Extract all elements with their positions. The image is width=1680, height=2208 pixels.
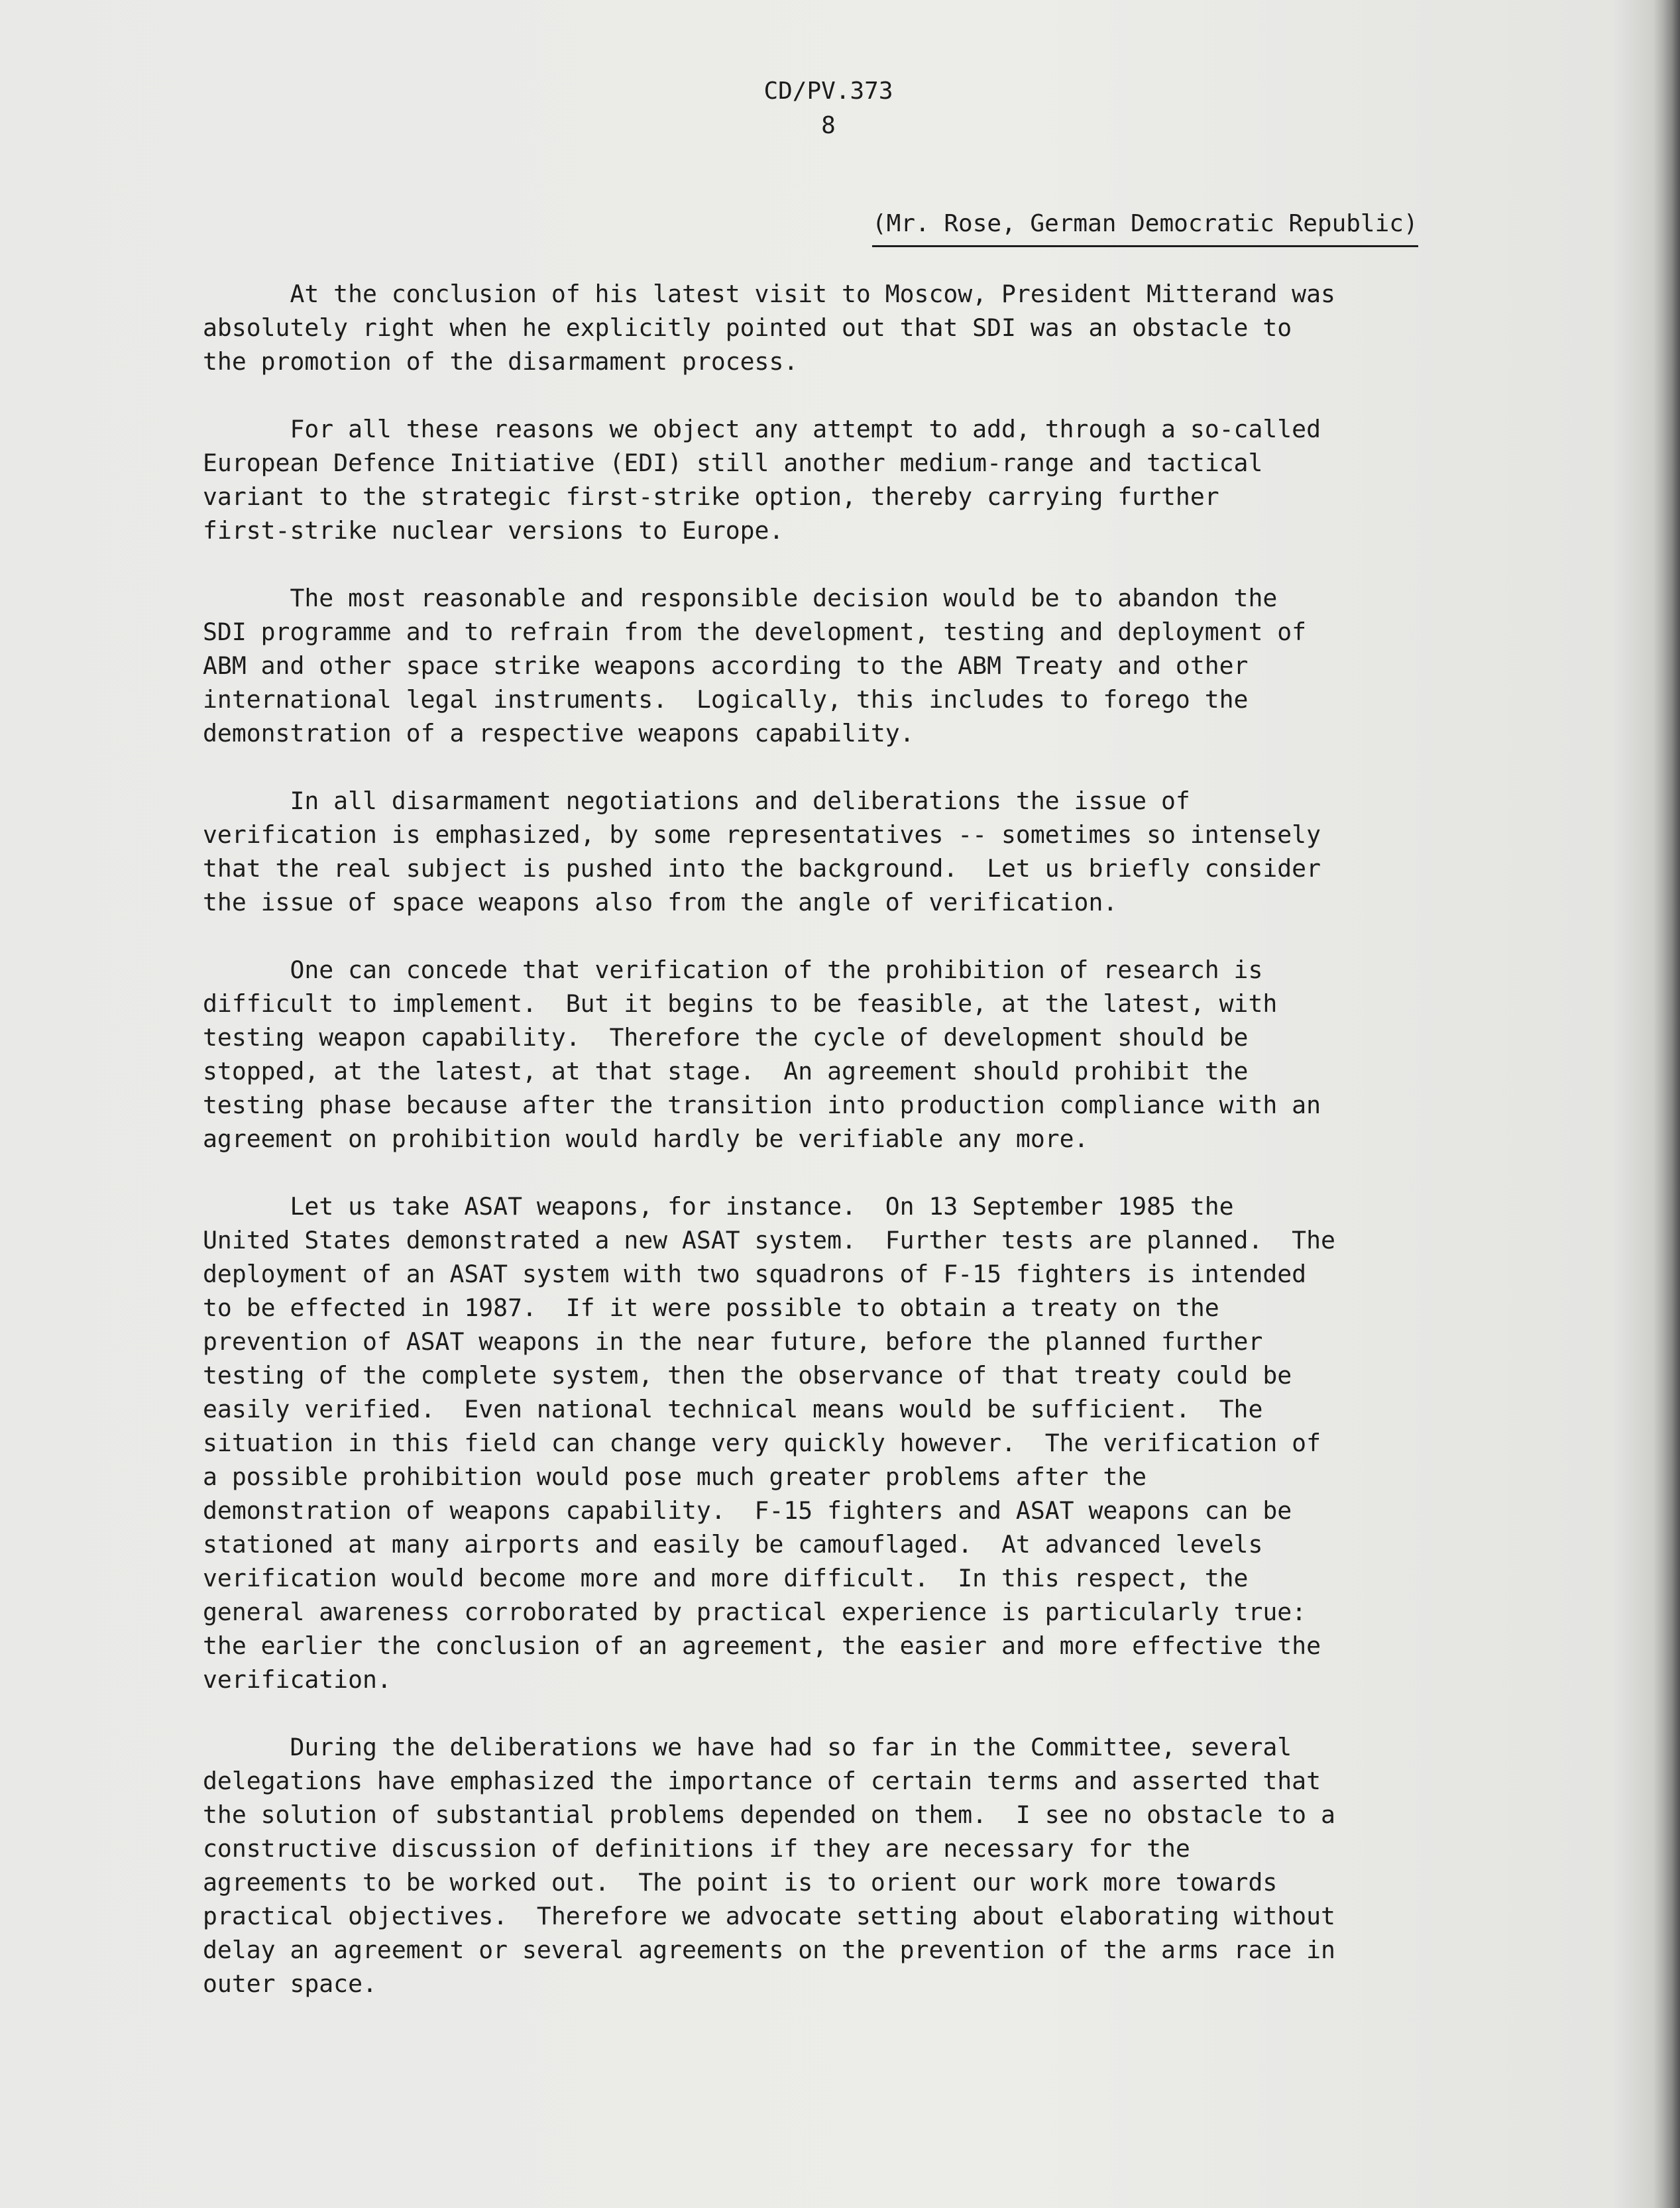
text-line: to be effected in 1987. If it were possible to obtain a treaty on the: [203, 1294, 1219, 1322]
text-line: outer space.: [203, 1969, 377, 1998]
text-line: verification would become more and more difficult. In this respect, the: [203, 1564, 1249, 1592]
paragraph: [203, 581, 1528, 750]
text-line: testing of the complete system, then the observance of that treaty could be: [203, 1361, 1292, 1390]
text-line: easily verified. Even national technical means would be sufficient. The: [203, 1395, 1263, 1423]
text-line: In all disarmament negotiations and deliberations the issue of: [203, 787, 1190, 815]
text-line: first-strike nuclear versions to Europe.: [203, 516, 784, 545]
text-line: general awareness corroborated by practical experience is particularly true:: [203, 1598, 1307, 1626]
text-line: stationed at many airports and easily be camouflaged. At advanced levels: [203, 1530, 1263, 1559]
text-line: prevention of ASAT weapons in the near future, before the planned further: [203, 1327, 1263, 1356]
text-line: a possible prohibition would pose much greater problems after the: [203, 1463, 1147, 1491]
text-line: agreement on prohibition would hardly be verifiable any more.: [203, 1125, 1089, 1153]
paragraph: [203, 412, 1528, 547]
text-line: the promotion of the disarmament process.: [203, 347, 799, 376]
text-line: situation in this field can change very quickly however. The verification of: [203, 1429, 1321, 1457]
page-edge-shadow: [1653, 0, 1680, 2208]
text-line: the earlier the conclusion of an agreement, the easier and more effective the: [203, 1631, 1321, 1660]
text-line: testing phase because after the transition into production compliance with an: [203, 1091, 1321, 1119]
text-line: agreements to be worked out. The point is to orient our work more towards: [203, 1868, 1278, 1897]
text-line: variant to the strategic first-strike option, thereby carrying further: [203, 482, 1219, 511]
text-line: At the conclusion of his latest visit to Moscow, President Mitterand was: [203, 280, 1335, 308]
text-line: the issue of space weapons also from the angle of verification.: [203, 888, 1118, 916]
text-line: United States demonstrated a new ASAT system. Further tests are planned. The: [203, 1226, 1335, 1254]
paragraph: [203, 1189, 1528, 1696]
text-line: constructive discussion of definitions if they are necessary for the: [203, 1834, 1190, 1863]
text-line: testing weapon capability. Therefore the cycle of development should be: [203, 1023, 1249, 1052]
text-line: Let us take ASAT weapons, for instance. On 13 September 1985 the: [203, 1192, 1234, 1221]
document-symbol: CD/PV.373: [763, 78, 893, 105]
text-line: delay an agreement or several agreements on the prevention of the arms race in: [203, 1936, 1335, 1964]
text-line: difficult to implement. But it begins to be feasible, at the latest, with: [203, 989, 1278, 1018]
text-line: verification.: [203, 1665, 392, 1694]
page-number: 8: [821, 112, 836, 139]
text-line: that the real subject is pushed into the background. Let us briefly consider: [203, 854, 1321, 883]
text-line: SDI programme and to refrain from the development, testing and deployment of: [203, 618, 1307, 646]
text-line: the solution of substantial problems depended on them. I see no obstacle to a: [203, 1800, 1335, 1829]
text-line: European Defence Initiative (EDI) still another medium-range and tactical: [203, 449, 1263, 477]
text-line: For all these reasons we object any attempt to add, through a so-called: [203, 415, 1321, 443]
text-line: verification is emphasized, by some representatives -- sometimes so intensely: [203, 820, 1321, 849]
document-header: [729, 74, 928, 143]
paragraph: [203, 953, 1528, 1156]
text-line: practical objectives. Therefore we advocate setting about elaborating without: [203, 1902, 1335, 1930]
text-line: During the deliberations we have had so far in the Committee, several: [203, 1733, 1292, 1761]
paragraph: [203, 277, 1528, 378]
text-line: deployment of an ASAT system with two squadrons of F-15 fighters is intended: [203, 1260, 1307, 1288]
text-line: The most reasonable and responsible decision would be to abandon the: [203, 584, 1278, 612]
paragraph: [203, 1730, 1528, 2001]
text-line: absolutely right when he explicitly pointed out that SDI was an obstacle to: [203, 313, 1292, 342]
document-body: [203, 277, 1528, 2034]
text-line: international legal instruments. Logically, this includes to forego the: [203, 685, 1249, 714]
paragraph: [203, 784, 1528, 919]
text-line: demonstration of a respective weapons capability.: [203, 719, 915, 747]
text-line: stopped, at the latest, at that stage. An agreement should prohibit the: [203, 1057, 1249, 1085]
text-line: delegations have emphasized the importance of certain terms and asserted that: [203, 1767, 1321, 1795]
text-line: ABM and other space strike weapons according to the ABM Treaty and other: [203, 651, 1249, 680]
text-line: demonstration of weapons capability. F-15 fighters and ASAT weapons can be: [203, 1496, 1292, 1525]
text-line: One can concede that verification of the prohibition of research is: [203, 956, 1263, 984]
speaker-attribution: (Mr. Rose, German Democratic Republic): [872, 207, 1418, 247]
